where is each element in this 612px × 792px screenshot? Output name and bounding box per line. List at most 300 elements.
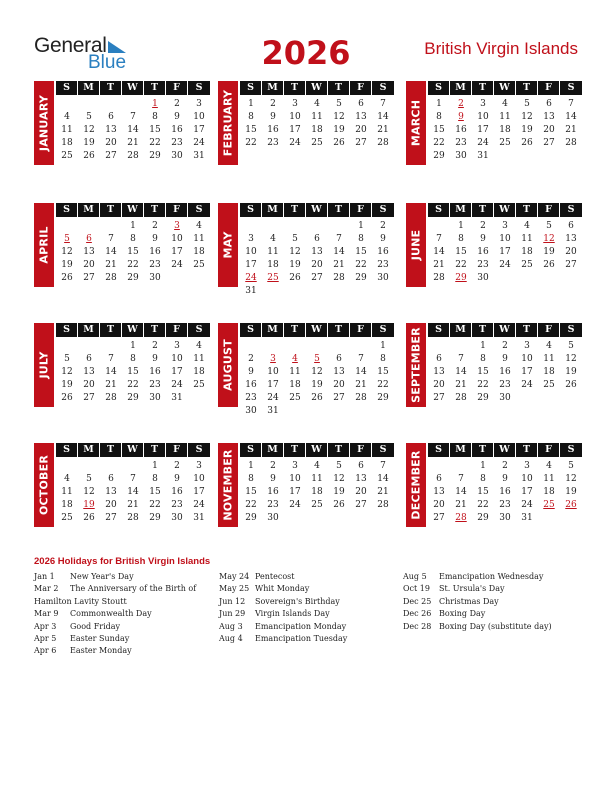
day-cell: 11 (499, 112, 511, 122)
day-cell: 3 (174, 341, 180, 351)
day-cell: 17 (289, 487, 301, 497)
day-cell: 12 (289, 247, 301, 257)
day-cell: 21 (127, 500, 139, 510)
day-cell: 4 (196, 221, 202, 231)
day-cell: 20 (433, 380, 445, 390)
month-name: NOVEMBER (221, 449, 235, 521)
weekday-label: T (284, 203, 306, 217)
day-cell: 10 (521, 474, 533, 484)
day-cell: 28 (127, 513, 139, 523)
day-cell: 19 (565, 367, 577, 377)
day-cell: 7 (458, 474, 464, 484)
day-cell: 20 (433, 500, 445, 510)
day-cell: 27 (333, 393, 345, 403)
day-cell: 27 (105, 513, 117, 523)
day-cell: 14 (127, 125, 139, 135)
day-cell: 2 (502, 461, 508, 471)
weekday-label: M (450, 81, 472, 95)
day-cell: 16 (455, 125, 467, 135)
day-cell: 19 (565, 487, 577, 497)
day-cell: 17 (171, 367, 183, 377)
holiday-name: Emancipation Monday (255, 621, 347, 631)
month-label (34, 443, 54, 527)
day-cell: 24 (289, 138, 301, 148)
day-cell: 27 (565, 260, 577, 270)
day-cell: 15 (127, 367, 139, 377)
holiday-name: Boxing Day (substitute day) (439, 621, 552, 631)
day-cell: 13 (105, 125, 117, 135)
day-cell: 6 (358, 99, 364, 109)
weekday-label: W (122, 323, 144, 337)
day-cell: 26 (61, 273, 73, 283)
holiday-date: Apr 6 (34, 646, 57, 656)
day-cell: 13 (83, 367, 95, 377)
day-cell: 25 (193, 260, 205, 270)
day-cell: 13 (83, 247, 95, 257)
holiday-date: May 25 (219, 584, 250, 594)
weekday-label: T (144, 203, 166, 217)
day-cell: 10 (289, 474, 301, 484)
month-name: APRIL (37, 226, 51, 264)
day-cell: 6 (314, 234, 320, 244)
day-cell: 19 (521, 125, 533, 135)
day-cell: 2 (152, 341, 158, 351)
day-cell: 8 (358, 234, 364, 244)
day-cell: 8 (152, 112, 158, 122)
month-march (406, 81, 582, 187)
holiday-date: Mar 9 (34, 609, 59, 619)
month-label (406, 323, 426, 407)
day-cell: 19 (333, 125, 345, 135)
weekday-label: T (100, 443, 122, 457)
holiday-entry (34, 583, 197, 595)
day-cell: 23 (267, 500, 279, 510)
weekday-header (240, 81, 394, 95)
day-cell: 17 (521, 487, 533, 497)
day-cell: 10 (499, 234, 511, 244)
empty-day-cell (262, 340, 284, 353)
empty-day-cell (78, 340, 100, 353)
day-cell: 20 (83, 380, 95, 390)
holiday-date: Mar 2 (34, 584, 59, 594)
weekday-label: M (78, 81, 100, 95)
day-cell: 14 (433, 247, 445, 257)
day-cell: 26 (333, 138, 345, 148)
holiday-date: Dec 26 (403, 609, 432, 619)
holiday-date: Dec 28 (403, 621, 432, 631)
day-cell: 14 (127, 487, 139, 497)
holiday-date: Jun 12 (219, 596, 246, 606)
day-cell: 8 (130, 354, 136, 364)
day-cell: 5 (546, 221, 552, 231)
day-cell: 27 (543, 138, 555, 148)
holiday-day-cell: 29 (455, 273, 467, 283)
day-cell: 30 (455, 151, 467, 161)
weekday-label: S (195, 324, 203, 335)
day-cell: 5 (568, 461, 574, 471)
day-cell: 11 (311, 474, 323, 484)
day-cell: 21 (355, 380, 367, 390)
weekday-label: M (262, 323, 284, 337)
holiday-name-continued: Hamilton Lavity Stoutt (34, 596, 127, 606)
day-cell: 16 (245, 380, 257, 390)
day-cell: 7 (380, 99, 386, 109)
month-name: MARCH (409, 99, 423, 147)
country-name: British Virgin Islands (424, 39, 578, 58)
day-cell: 12 (83, 487, 95, 497)
holiday-name: The Anniversary of the Birth of (70, 584, 197, 594)
empty-day-cell (428, 340, 450, 353)
day-cell: 29 (477, 513, 489, 523)
day-cell: 5 (568, 341, 574, 351)
day-cell: 12 (333, 474, 345, 484)
day-cell: 19 (543, 247, 555, 257)
weekday-label: T (472, 81, 494, 95)
day-cell: 24 (477, 138, 489, 148)
weekday-label: T (100, 203, 122, 217)
holiday-day-cell: 6 (86, 234, 92, 244)
day-cell: 13 (565, 234, 577, 244)
empty-day-cell (78, 220, 100, 233)
day-cell: 20 (105, 138, 117, 148)
day-cell: 8 (480, 474, 486, 484)
month-name: SEPTEMBER (409, 327, 423, 403)
day-cell: 28 (433, 273, 445, 283)
weekday-label: M (262, 443, 284, 457)
month-may (218, 203, 394, 309)
day-cell: 19 (289, 260, 301, 270)
day-cell: 4 (314, 461, 320, 471)
day-cell: 13 (105, 487, 117, 497)
empty-day-cell (122, 460, 144, 473)
day-cell: 16 (171, 125, 183, 135)
day-cell: 1 (248, 461, 254, 471)
weekday-label: T (516, 323, 538, 337)
day-cell: 8 (152, 474, 158, 484)
month-april (34, 203, 210, 309)
holiday-entry (34, 608, 152, 620)
weekday-label: F (538, 323, 560, 337)
weekday-label: S (195, 444, 203, 455)
day-cell: 27 (355, 138, 367, 148)
day-cell: 16 (477, 247, 489, 257)
weekday-label: S (567, 324, 575, 335)
day-cell: 6 (108, 112, 114, 122)
day-cell: 19 (311, 380, 323, 390)
day-cell: 15 (477, 367, 489, 377)
day-cell: 7 (458, 354, 464, 364)
day-cell: 12 (333, 112, 345, 122)
holiday-name: Whit Monday (255, 584, 310, 594)
weekday-label: T (472, 323, 494, 337)
empty-day-cell (328, 220, 350, 233)
empty-day-cell (350, 340, 372, 353)
month-label (406, 443, 426, 527)
day-cell: 19 (61, 260, 73, 270)
empty-day-cell (306, 220, 328, 233)
weekday-label: T (328, 443, 350, 457)
day-cell: 24 (193, 138, 205, 148)
holiday-date: Jun 29 (219, 609, 246, 619)
day-cell: 19 (333, 487, 345, 497)
month-name: FEBRUARY (221, 89, 235, 157)
day-cell: 22 (455, 260, 467, 270)
weekday-label: S (567, 444, 575, 455)
day-cell: 23 (245, 393, 257, 403)
weekday-label: M (78, 443, 100, 457)
weekday-header (56, 323, 210, 337)
weekday-label: F (166, 81, 188, 95)
day-cell: 14 (565, 112, 577, 122)
month-label (34, 323, 54, 407)
day-cell: 15 (377, 367, 389, 377)
day-cell: 28 (105, 393, 117, 403)
day-cell: 8 (248, 112, 254, 122)
day-cell: 11 (289, 367, 301, 377)
weekday-label: F (350, 443, 372, 457)
day-cell: 6 (358, 461, 364, 471)
day-cell: 7 (130, 474, 136, 484)
holiday-date: Aug 4 (219, 633, 243, 643)
day-cell: 18 (61, 138, 73, 148)
day-cell: 12 (565, 474, 577, 484)
weekday-label: F (166, 443, 188, 457)
weekday-label: M (78, 323, 100, 337)
day-cell: 16 (267, 125, 279, 135)
holiday-entry (34, 621, 127, 633)
day-cell: 18 (543, 367, 555, 377)
day-cell: 15 (245, 125, 257, 135)
day-grid (56, 340, 210, 405)
empty-day-cell (450, 460, 472, 473)
day-cell: 9 (174, 112, 180, 122)
day-cell: 16 (377, 247, 389, 257)
weekday-label: W (494, 443, 516, 457)
holiday-day-cell: 5 (64, 234, 70, 244)
day-cell: 18 (289, 380, 301, 390)
weekday-header (56, 443, 210, 457)
day-cell: 21 (105, 260, 117, 270)
day-cell: 1 (248, 99, 254, 109)
weekday-label: T (144, 443, 166, 457)
day-grid (240, 98, 394, 150)
empty-day-cell (100, 340, 122, 353)
weekday-label: F (538, 81, 560, 95)
day-cell: 12 (311, 367, 323, 377)
day-cell: 11 (311, 112, 323, 122)
weekday-label: T (516, 81, 538, 95)
day-cell: 22 (477, 500, 489, 510)
day-cell: 23 (499, 380, 511, 390)
day-cell: 25 (311, 500, 323, 510)
day-cell: 4 (502, 99, 508, 109)
day-cell: 18 (61, 500, 73, 510)
day-cell: 21 (127, 138, 139, 148)
day-cell: 26 (543, 260, 555, 270)
day-cell: 24 (499, 260, 511, 270)
weekday-label: T (100, 323, 122, 337)
day-cell: 2 (152, 221, 158, 231)
day-cell: 25 (499, 138, 511, 148)
day-cell: 24 (171, 380, 183, 390)
weekday-label: T (472, 443, 494, 457)
day-cell: 22 (377, 380, 389, 390)
weekday-label: S (56, 323, 78, 337)
day-cell: 7 (336, 234, 342, 244)
day-grid (428, 220, 582, 285)
day-cell: 21 (455, 380, 467, 390)
day-cell: 23 (455, 138, 467, 148)
day-cell: 9 (248, 367, 254, 377)
day-cell: 20 (333, 380, 345, 390)
day-cell: 9 (480, 234, 486, 244)
day-cell: 7 (130, 112, 136, 122)
day-cell: 12 (565, 354, 577, 364)
day-cell: 17 (245, 260, 257, 270)
day-cell: 13 (433, 487, 445, 497)
day-cell: 10 (289, 112, 301, 122)
weekday-label: S (240, 203, 262, 217)
day-cell: 2 (174, 99, 180, 109)
day-cell: 3 (292, 99, 298, 109)
day-cell: 8 (380, 354, 386, 364)
day-grid (240, 460, 394, 525)
day-cell: 30 (149, 393, 161, 403)
day-cell: 18 (499, 125, 511, 135)
day-cell: 18 (521, 247, 533, 257)
day-cell: 1 (380, 341, 386, 351)
day-cell: 21 (377, 125, 389, 135)
holiday-date: Jan 1 (34, 572, 55, 581)
day-cell: 19 (83, 138, 95, 148)
day-cell: 12 (61, 367, 73, 377)
day-cell: 18 (543, 487, 555, 497)
day-cell: 18 (311, 125, 323, 135)
day-cell: 15 (149, 125, 161, 135)
month-label (218, 443, 238, 527)
day-cell: 30 (245, 406, 257, 416)
weekday-label: T (284, 443, 306, 457)
day-cell: 13 (355, 474, 367, 484)
weekday-label: S (379, 444, 387, 455)
weekday-label: T (328, 203, 350, 217)
holiday-name: New Year's Day (70, 572, 134, 581)
empty-day-cell (428, 220, 450, 233)
day-cell: 9 (502, 354, 508, 364)
day-cell: 29 (149, 513, 161, 523)
day-cell: 28 (565, 138, 577, 148)
day-cell: 26 (333, 500, 345, 510)
weekday-label: M (450, 443, 472, 457)
day-cell: 27 (311, 273, 323, 283)
weekday-label: S (428, 81, 450, 95)
holiday-day-cell: 25 (543, 500, 555, 510)
day-cell: 29 (149, 151, 161, 161)
weekday-header (56, 203, 210, 217)
day-cell: 25 (193, 380, 205, 390)
day-cell: 16 (499, 367, 511, 377)
holiday-day-cell: 5 (314, 354, 320, 364)
day-cell: 31 (267, 406, 279, 416)
day-cell: 27 (83, 393, 95, 403)
day-cell: 29 (127, 393, 139, 403)
weekday-label: W (306, 323, 328, 337)
empty-day-cell (100, 220, 122, 233)
month-september (406, 323, 582, 429)
weekday-label: T (328, 81, 350, 95)
weekday-label: T (516, 203, 538, 217)
day-cell: 17 (499, 247, 511, 257)
empty-day-cell (240, 220, 262, 233)
weekday-label: S (428, 203, 450, 217)
holiday-entry (34, 571, 134, 583)
day-cell: 8 (436, 112, 442, 122)
day-cell: 16 (149, 247, 161, 257)
day-cell: 27 (105, 151, 117, 161)
weekday-label: S (428, 443, 450, 457)
weekday-label: W (122, 443, 144, 457)
holiday-date: Aug 3 (219, 621, 243, 631)
holiday-day-cell: 3 (270, 354, 276, 364)
month-november (218, 443, 394, 549)
day-cell: 12 (61, 247, 73, 257)
empty-day-cell (78, 98, 100, 111)
holiday-name: Emancipation Tuesday (255, 633, 348, 643)
day-cell: 25 (543, 380, 555, 390)
day-cell: 4 (270, 234, 276, 244)
empty-day-cell (56, 460, 78, 473)
weekday-label: M (262, 203, 284, 217)
logo-blue-text: Blue (88, 52, 127, 73)
day-cell: 23 (171, 138, 183, 148)
weekday-label: T (100, 81, 122, 95)
holiday-day-cell: 3 (174, 221, 180, 231)
logo (34, 34, 134, 74)
holiday-day-cell: 9 (458, 112, 464, 122)
holiday-name: Boxing Day (439, 609, 486, 619)
day-cell: 5 (86, 474, 92, 484)
empty-day-cell (56, 340, 78, 353)
month-name: AUGUST (221, 339, 235, 391)
day-cell: 18 (267, 260, 279, 270)
day-cell: 20 (105, 500, 117, 510)
day-cell: 10 (267, 367, 279, 377)
month-august (218, 323, 394, 429)
day-cell: 1 (130, 221, 136, 231)
day-cell: 1 (152, 461, 158, 471)
day-cell: 16 (149, 367, 161, 377)
empty-day-cell (284, 340, 306, 353)
day-cell: 2 (270, 99, 276, 109)
day-cell: 7 (436, 234, 442, 244)
day-cell: 21 (565, 125, 577, 135)
day-cell: 29 (355, 273, 367, 283)
day-cell: 13 (433, 367, 445, 377)
day-cell: 27 (433, 513, 445, 523)
holiday-day-cell: 12 (543, 234, 555, 244)
day-cell: 10 (477, 112, 489, 122)
day-cell: 23 (477, 260, 489, 270)
day-cell: 23 (149, 260, 161, 270)
day-cell: 15 (149, 487, 161, 497)
day-cell: 24 (521, 500, 533, 510)
holiday-name: Virgin Islands Day (255, 609, 330, 619)
empty-day-cell (56, 98, 78, 111)
day-cell: 7 (568, 99, 574, 109)
month-name: OCTOBER (37, 454, 51, 516)
day-cell: 5 (86, 112, 92, 122)
weekday-label: T (144, 323, 166, 337)
